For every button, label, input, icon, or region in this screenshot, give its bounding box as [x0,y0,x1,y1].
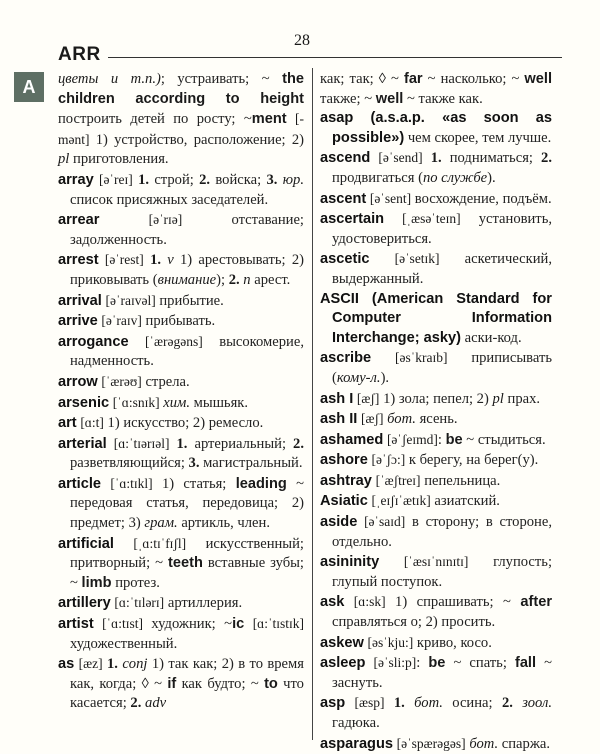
definition-text: гадюка. [332,715,380,731]
sense-number: 2. [501,695,513,712]
sense-number: 1. [138,171,150,188]
definition-text [385,695,394,711]
headword: artist [58,616,94,633]
page-number: 28 [290,32,314,50]
headword: askew [320,634,364,651]
usage-label: внимание [157,271,217,288]
definition-text [107,436,114,452]
definition-text: : [437,431,446,448]
dictionary-entry [58,593,304,614]
definition-text [405,695,414,711]
example-phrase: ic [232,616,245,633]
dictionary-entry [320,209,552,249]
definition-text [99,212,148,228]
dictionary-entry [58,291,304,312]
headword: arrogance [58,333,129,350]
dictionary-entry [58,474,304,534]
headword: ascent [320,190,367,207]
definition-text: артериальный; [187,435,294,452]
definition-text: что касается; [70,675,304,712]
example-phrase: well [375,90,404,107]
definition-text: ~ стыдиться. [462,431,546,448]
definition-text [384,211,402,227]
definition-text: список присяжных заседателей. [70,191,269,208]
definition-text [244,616,252,632]
sense-number: 1. [176,435,188,452]
sense-number: 2. [199,171,211,188]
definition-text [365,655,373,671]
dictionary-entry [58,372,304,393]
dictionary-entry [320,653,552,693]
definition-text: художник; ~ [142,616,233,633]
transcription: [æʃ] [356,390,380,406]
definition-text: прибывать. [141,313,216,330]
transcription: [ˈɑ:tɪst] [102,616,143,632]
headword: arsenic [58,394,110,411]
dictionary-entry [320,430,552,451]
sense-number: 3. [266,171,278,188]
transcription: [ˈæsɪˈnɪnɪtɪ] [403,554,469,570]
example-phrase: after [520,594,553,611]
headword: arrest [58,252,99,269]
transcription: [-mənt] [58,111,304,147]
headword: arrive [58,313,98,330]
sense-number: 1. [106,656,118,673]
dictionary-entry [320,389,552,410]
transcription: [ˈɑ:tɪkl] [110,475,153,491]
dictionary-entry-continuation [320,70,552,109]
usage-label: кому-л. [336,369,381,386]
dictionary-entry [320,148,552,188]
usage-label: юр. [282,171,304,188]
definition-text: как будто; ~ [176,675,265,692]
headword: arrow [58,373,98,390]
example-phrase: limb [81,574,112,591]
transcription: [ˈæʃtreɪ] [375,472,421,488]
dictionary-entry [320,552,552,592]
usage-label: pl [492,390,504,407]
definition-text [344,594,353,610]
headword: arterial [58,435,107,452]
dictionary-entry [58,210,304,250]
definition-text: спаржа. [498,735,551,752]
headword: ash I [320,390,354,407]
definition-text: войска; [210,171,267,188]
transcription: [ˌeɪʃɪˈætɪk] [371,493,431,509]
dictionary-entry-continuation [58,70,304,170]
transcription: [ɑ:t] [80,415,104,431]
definition-text: ~ спать; [445,655,515,672]
definition-text [114,536,133,552]
transcription: [əˈsetɪk] [394,251,440,267]
transcription: [ˈærəʊ] [101,373,142,389]
definition-text: вставные зубы; ~ [70,555,304,591]
usage-label: грам. [144,515,178,532]
usage-label: зоол. [522,695,552,712]
dictionary-entry [320,409,552,430]
headword: artillery [58,595,111,612]
transcription: [ˈɑ:snɪk] [112,394,160,410]
dictionary-entry [58,413,304,434]
transcription: [əˈʃeɪmd] [386,431,438,447]
example-phrase: be [445,431,463,448]
headword: asparagus [320,735,394,752]
definition-text: ~ насколько; ~ [422,71,525,87]
headword: arrival [58,292,102,309]
headword: asleep [320,655,366,672]
transcription: [æz] [78,656,103,672]
transcription: [ˌɑ:tɪˈfɪʃl] [133,535,187,551]
example-phrase: far [403,71,423,87]
headword: artificial [58,535,114,552]
definition-text: построить детей по росту; ~ [58,111,252,128]
headword: ash II [320,411,358,428]
definition-text: ); [216,271,229,288]
definition-text: аскетический, выдержанный. [332,251,552,287]
definition-text [287,111,295,127]
definition-text: справляться о; 2) просить. [332,614,496,631]
definition-text: азиатский. [430,493,500,510]
usage-label: pl [58,151,70,168]
transcription: [əˈsend] [378,150,423,166]
dictionary-entry [320,633,552,654]
transcription: [əˈsent] [369,190,412,206]
definition-text [345,695,354,711]
definition-text [101,476,110,492]
headword: ashtray [320,472,372,489]
left-column [58,70,304,714]
dictionary-entry [58,393,304,414]
dictionary-entry [320,450,552,471]
transcription: [əˈspærəgəs] [396,735,466,751]
example-phrase: ment [251,111,287,128]
definition-text: аски-код. [460,329,522,346]
definition-text: высокомерие, надменность. [70,333,304,370]
definition-text: художественный. [70,635,178,652]
definition-text: осина; [442,695,502,712]
definition-text: 1) арестовывать; 2) приковывать ( [70,252,304,288]
headword: asp [320,695,346,712]
headword: array [58,171,94,188]
transcription: [əsˈkju:] [367,634,414,650]
definition-text: к берегу, на берег(у). [405,452,539,469]
definition-text: глупость; глупый поступок. [332,554,552,590]
usage-label: бот. [469,735,499,752]
definition-text: магистральный. [199,455,303,472]
definition-text: прах. [503,390,541,407]
usage-label: бот. [414,695,443,712]
headword: ascetic [320,251,370,268]
definition-text [513,695,522,711]
dictionary-entry [58,654,304,714]
example-phrase: well [524,71,552,87]
usage-label: v [167,252,174,269]
transcription: [əˈʃɔ:] [371,452,406,468]
example-phrase: leading [235,475,287,492]
dictionary-entry [320,592,552,632]
definition-text: ясень. [415,411,458,428]
definition-text: продвигаться ( [332,169,423,186]
definition-text: 1) искусство; 2) ремесло. [103,415,264,432]
definition-text: прибытие. [155,292,224,309]
definition-text: 1) статья; [152,475,236,492]
transcription: [ˈærəgəns] [145,333,203,349]
definition-text: артикль, член. [177,515,270,532]
definition-text: артиллерия. [164,595,243,612]
definition-text: арест. [250,271,291,288]
example-phrase: be [428,655,446,672]
dictionary-entry [320,512,552,552]
transcription: [ˌæsəˈteɪn] [402,211,461,227]
transcription: [əˈreɪ] [99,171,133,187]
transcription: [ɑ:sk] [353,594,386,610]
sense-number: 2. [228,271,240,288]
headword: Asiatic [320,493,368,510]
headword: ascertain [320,211,385,228]
dictionary-entry [58,534,304,594]
sense-number: 2. [293,435,304,452]
transcription: [əˈsaɪd] [364,514,406,530]
dictionary-entry [320,249,552,289]
headword: asininity [320,554,380,571]
usage-label: цветы и т.п.) [58,71,161,87]
definition-text: ). [380,369,390,386]
transcription: [əˈraɪvəl] [105,292,156,308]
usage-label: хим. [163,394,190,411]
definition-text [129,334,145,350]
sense-number: 2. [541,150,552,167]
usage-label: по службе [422,169,488,186]
definition-text [94,616,102,632]
transcription: [ɑ:ˈtɪlərɪ] [114,595,165,611]
example-phrase: teeth [168,555,203,572]
headword: aside [320,514,358,531]
transcription: [æʃ] [360,411,384,427]
definition-text [423,150,431,166]
definition-text: пепельница. [420,472,501,489]
definition-text: как; так; ◊ ~ [320,71,404,87]
sense-number: 3. [188,455,200,472]
sense-number: 1. [393,695,405,712]
sense-number: 1. [150,252,162,269]
headword: arrear [58,212,100,229]
definition-text: 1) спрашивать; ~ [385,594,521,611]
headword: ashore [320,452,368,469]
definition-text: : [416,655,429,672]
dictionary-entry [58,332,304,372]
usage-label: adv [145,695,167,712]
definition-text: разветвляющийся; [70,455,189,472]
usage-label: conj [122,656,148,673]
headword: as [58,656,75,673]
headword: asap (a.s.a.p. «as soon as possible») [320,110,552,146]
letter-index-tab: A [14,72,44,102]
dictionary-entry [320,734,552,754]
definition-text: стрела. [141,373,190,390]
headword: ascend [320,150,371,167]
transcription: [əˈrɪə] [148,212,183,228]
dictionary-entry [320,109,552,148]
example-phrase: to [264,675,278,692]
definition-text [371,350,395,366]
definition-text: ; устраивать; ~ [160,71,283,87]
definition-text [370,251,395,267]
transcription: [əˈraɪv] [101,313,142,329]
definition-text: 1) так как; 2) в то время как, когда; ◊ ~ [70,656,304,692]
dictionary-entry [320,693,552,733]
definition-text: приготовления. [69,151,169,168]
definition-text: восхождение, подъём. [411,190,552,207]
definition-text: ~ также как. [403,90,483,107]
running-head: ARR [58,44,101,65]
headword: article [58,475,101,492]
dictionary-entry [58,311,304,332]
headword: ASCII (American Standard for Computer Information Interchange; asky) [320,290,552,346]
example-phrase: the children according to height [58,71,304,107]
definition-text: строй; [149,171,200,188]
dictionary-entry [320,290,552,349]
headword: ask [320,594,345,611]
transcription: [ɑ:ˈtɪərɪəl] [113,435,170,451]
definition-text: чем скорее, тем лучше. [404,129,552,146]
sense-number: 1. [430,150,442,167]
sense-number: 2. [130,695,142,712]
example-phrase: if [167,675,177,692]
example-phrase: fall [514,655,537,672]
dictionary-entry [320,348,552,388]
dictionary-entry [320,189,552,210]
definition-text: 1) зола; пепел; 2) [379,390,493,407]
transcription: [əˈsli:p] [373,655,417,671]
definition-text: протез. [111,574,160,591]
dictionary-entry [320,471,552,492]
definition-text: криво, косо. [413,634,492,651]
transcription: [əsˈkraɪb] [394,350,448,366]
header-rule [108,57,562,58]
definition-text: мышьяк. [190,394,249,411]
definition-text: в сторону; в стороне, отдельно. [332,514,552,550]
definition-text: подниматься; [441,150,542,167]
dictionary-entry [58,250,304,290]
transcription: [əˈrest] [104,252,144,268]
headword: ashamed [320,431,384,448]
definition-text: ). [487,169,496,186]
definition-text: искусственный; притворный; ~ [70,535,304,572]
definition-text: отставание; задолженность. [70,212,304,248]
transcription: [æsp] [354,695,385,711]
transcription: [ɑ:ˈtɪstɪk] [252,616,304,632]
dictionary-entry [58,170,304,210]
dictionary-entry [320,491,552,512]
definition-text: 1) устройство, расположение; 2) [89,131,304,148]
definition-text: установить, удостовериться. [332,211,552,247]
definition-text: также; ~ [320,90,376,107]
usage-label: n [243,271,251,288]
headword: art [58,415,77,432]
dictionary-entry [58,614,304,654]
definition-text: ~ заснуть. [332,655,552,691]
usage-label: бот. [387,411,416,428]
definition-text: приписывать ( [332,350,552,386]
right-column [320,70,552,754]
dictionary-entry [58,434,304,474]
definition-text [169,436,176,452]
definition-text: ~ передовая статья, передовица; 2) предмет; 3) [70,475,304,532]
definition-text [379,554,404,570]
headword: ascribe [320,350,372,367]
column-divider [312,68,313,740]
